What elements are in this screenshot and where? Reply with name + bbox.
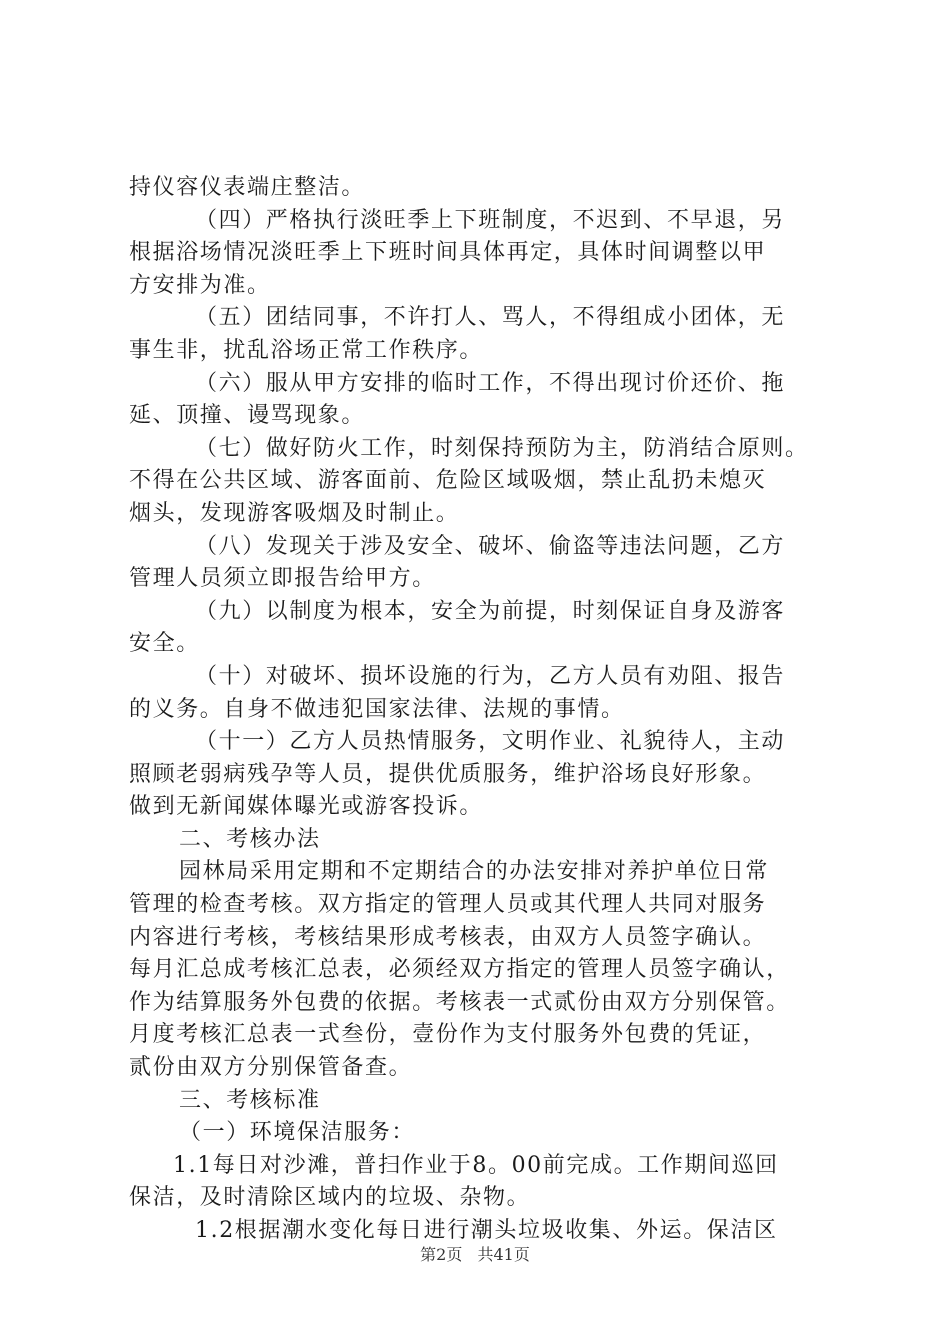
text-line: 烟头，发现游客吸烟及时制止。 (129, 500, 460, 526)
text-line: 持仪容仪表端庄整洁。 (129, 175, 366, 200)
text-line: （四）严格执行淡旺季上下班制度，不迟到、不早退，另 (195, 207, 786, 233)
text-line: 做到无新闻媒体曝光或游客投诉。 (129, 794, 484, 820)
text-line: （九）以制度为根本，安全为前提，时刻保证自身及游客 (195, 598, 786, 624)
text-line: 管理人员须立即报告给甲方。 (129, 566, 436, 592)
text-line: （七）做好防火工作，时刻保持预防为主，防消结合原则。 (195, 435, 809, 461)
text-line: （六）服从甲方安排的临时工作，不得出现讨价还价、拖 (195, 370, 786, 396)
text-line: 根据浴场情况淡旺季上下班时间具体再定，具体时间调整以甲 (129, 240, 767, 266)
text-line: 月度考核汇总表一式叁份，壹份作为支付服务外包费的凭证， (129, 1022, 767, 1048)
text-line: 不得在公共区域、游客面前、危险区域吸烟，禁止乱扔未熄灭 (129, 468, 767, 494)
text-line: 每月汇总成考核汇总表，必须经双方指定的管理人员签字确认， (129, 957, 790, 983)
page-number: 第2页 (420, 1245, 463, 1264)
text-line: 二、考核办法 (179, 826, 321, 852)
text-line: （十一）乙方人员热情服务，文明作业、礼貌待人，主动 (195, 729, 786, 755)
text-line: 保洁，及时清除区域内的垃圾、杂物。 (129, 1185, 531, 1211)
text-line: 的义务。自身不做违犯国家法律、法规的事情。 (129, 696, 625, 722)
text-line: （八）发现关于涉及安全、破坏、偷盗等违法问题，乙方 (195, 533, 786, 559)
text-line: 作为结算服务外包费的依据。考核表一式贰份由双方分别保管。 (129, 989, 790, 1015)
text-line: （一）环境保洁服务： (179, 1120, 416, 1146)
text-line: 贰份由双方分别保管备查。 (129, 1055, 413, 1081)
text-line: 内容进行考核，考核结果形成考核表，由双方人员签字确认。 (129, 924, 767, 950)
text-line: 园林局采用定期和不定期结合的办法安排对养护单位日常 (179, 859, 770, 885)
text-line: （十）对破坏、损坏设施的行为，乙方人员有劝阻、报告 (195, 663, 786, 689)
text-line: 管理的检查考核。双方指定的管理人员或其代理人共同对服务 (129, 892, 767, 918)
page-total: 共41页 (477, 1245, 530, 1264)
text-line: 1.2根据潮水变化每日进行潮头垃圾收集、外运。保洁区 (195, 1218, 778, 1243)
text-line: 安全。 (129, 631, 200, 657)
text-line: 1.1每日对沙滩，普扫作业于8。00前完成。工作期间巡回 (173, 1152, 779, 1178)
text-line: 方安排为准。 (129, 272, 271, 298)
page-footer (0, 1242, 950, 1265)
text-line: 事生非，扰乱浴场正常工作秩序。 (129, 337, 484, 363)
text-line: 三、考核标准 (179, 1087, 321, 1113)
document-body (129, 172, 829, 1248)
text-line: （五）团结同事，不许打人、骂人，不得组成小团体，无 (195, 305, 786, 331)
text-line: 延、顶撞、谩骂现象。 (129, 403, 366, 429)
text-line: 照顾老弱病残孕等人员，提供优质服务，维护浴场良好形象。 (129, 761, 767, 787)
